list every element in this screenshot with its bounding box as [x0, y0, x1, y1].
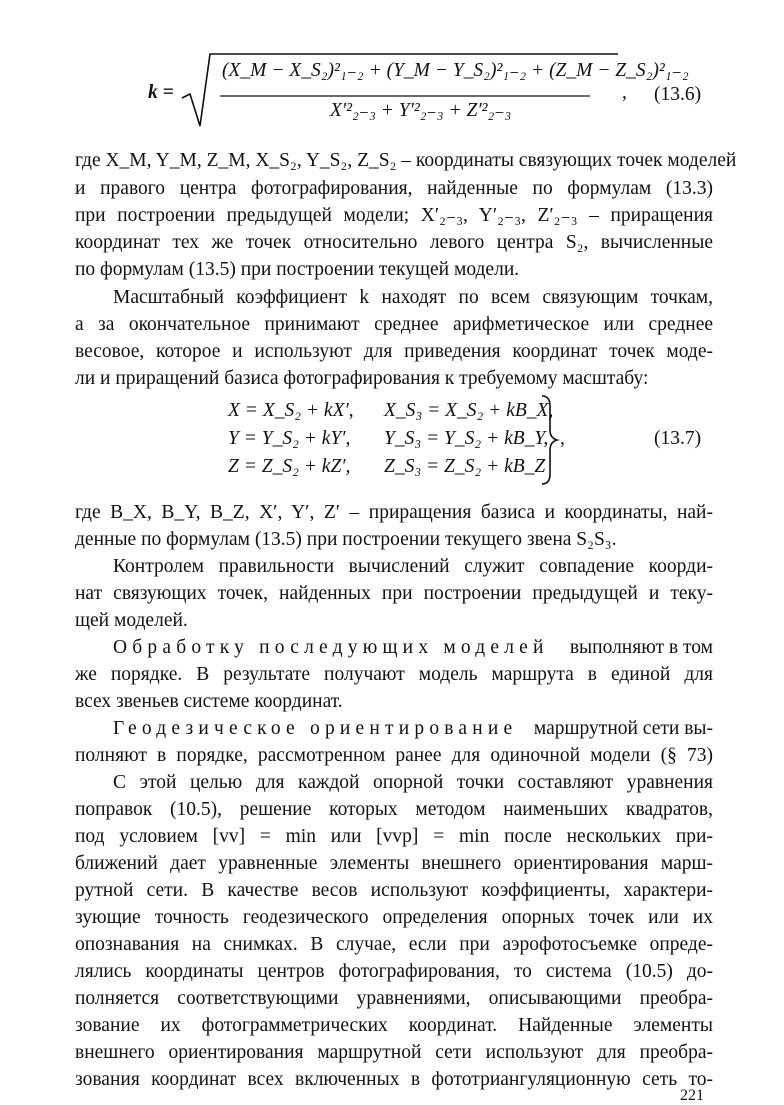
formula-row-left: X = X_S₂ + kX′,: [228, 400, 354, 421]
text-line: и правого центра фотографирования, найденные по формулам (13.3): [75, 178, 713, 199]
equation-number: (13.6): [654, 84, 702, 105]
text-line: [113, 635, 713, 661]
equation-number: (13.7): [654, 428, 702, 449]
right-brace: [540, 392, 560, 488]
text-line: С этой целью для каждой опорной точки составляют уравнения: [113, 772, 713, 793]
formula-lhs: k =: [148, 82, 174, 103]
formula-row-right: Y_S₃ = Y_S₂ + kB_Y,: [384, 428, 549, 449]
text-line: зующие точность геодезического определения опорных точек или их: [75, 907, 713, 928]
text-line: щей моделей.: [75, 610, 188, 631]
text-line: денные по формулам (13.5) при построении текущего звена S₂S₃.: [75, 529, 617, 550]
text-line: зование их фотограмметрических координат. Найденные элементы: [75, 1015, 713, 1036]
text-line: ближений дает уравненные элементы внешнего ориентирования марш-: [75, 853, 713, 874]
text-fragment: маршрутной сети вы-: [533, 718, 713, 739]
formula-row-right: X_S₃ = X_S₂ + kB_X,: [384, 400, 554, 421]
text-line: всех звеньев системе координат.: [75, 691, 343, 712]
formula-numerator: (X_M − X_S₂)²₁₋₂ + (Y_M − Y_S₂)²₁₋₂ + (Z_M − Z_S₂)²₁₋₂: [222, 60, 689, 81]
text-line: при построении предыдущей модели; X′₂₋₃, Y′₂₋₃, Z′₂₋₃ – приращения: [75, 205, 713, 226]
formula-row-left: Z = Z_S₂ + kZ′,: [228, 456, 351, 477]
text-line: [113, 716, 713, 742]
text-fragment: выполняют в том: [569, 637, 713, 658]
text-line: поправок (10.5), решение которых методом наименьших квадратов,: [75, 799, 713, 820]
formula-row-right: Z_S₃ = Z_S₂ + kB_Z: [384, 456, 546, 477]
page-number: 221: [680, 1087, 704, 1104]
text-line: ли и приращений базиса фотографирования к требуемому масштабу:: [75, 368, 649, 389]
text-line: опознавания на снимках. В случае, если при аэрофотосъемке опреде-: [75, 934, 713, 955]
formula-trailing: ,: [622, 82, 627, 103]
text-line: нат связующих точек, найденных при построении предыдущей и теку-: [75, 583, 713, 604]
formula-row-left: Y = Y_S₂ + kY′,: [228, 428, 351, 449]
text-line: координат тех же точек относительно левого центра S₂, вычисленные: [75, 232, 713, 253]
text-line: Контролем правильности вычислений служит совпадение коорди-: [113, 556, 713, 577]
text-line: полняют в порядке, рассмотренном ранее для одиночной модели (§ 73): [75, 745, 713, 766]
formula-trailing: ,: [560, 428, 565, 449]
text-line: полняется соответствующими уравнениями, описывающими преобра-: [75, 988, 713, 1009]
text-line: же порядке. В результате получают модель маршрута в единой для: [75, 664, 713, 685]
text-line: рутной сети. В качестве весов используют коэффициенты, характери-: [75, 880, 713, 901]
text-line: весовое, которое и используют для приведения координат точек моде-: [75, 341, 713, 362]
text-line: по формулам (13.5) при построении текущей модели.: [75, 259, 520, 280]
text-line: под условием [vv] = min или [vvp] = min после нескольких при-: [75, 826, 713, 847]
text-line: лялись координаты центров фотографирования, то система (10.5) до-: [75, 961, 713, 982]
text-line: Масштабный коэффициент k находят по всем связующим точкам,: [113, 287, 713, 308]
text-line: зования координат всех включенных в фототриангуляционную сеть то-: [75, 1069, 713, 1090]
spaced-heading: Обработку последующих моделей: [113, 637, 549, 658]
text-line: где X_M, Y_M, Z_M, X_S₂, Y_S₂, Z_S₂ – координаты связующих точек моделей: [75, 150, 737, 171]
text-line: внешнего ориентирования маршрутной сети используют для преобра-: [75, 1042, 713, 1063]
text-line: где B_X, B_Y, B_Z, X′, Y′, Z′ – приращения базиса и координаты, най-: [75, 502, 713, 523]
formula-denominator: X′²₂₋₃ + Y′²₂₋₃ + Z′²₂₋₃: [330, 100, 512, 121]
text-line: а за окончательное принимают среднее арифметическое или среднее: [75, 314, 713, 335]
spaced-heading: Геодезическое ориентирование: [113, 718, 518, 739]
